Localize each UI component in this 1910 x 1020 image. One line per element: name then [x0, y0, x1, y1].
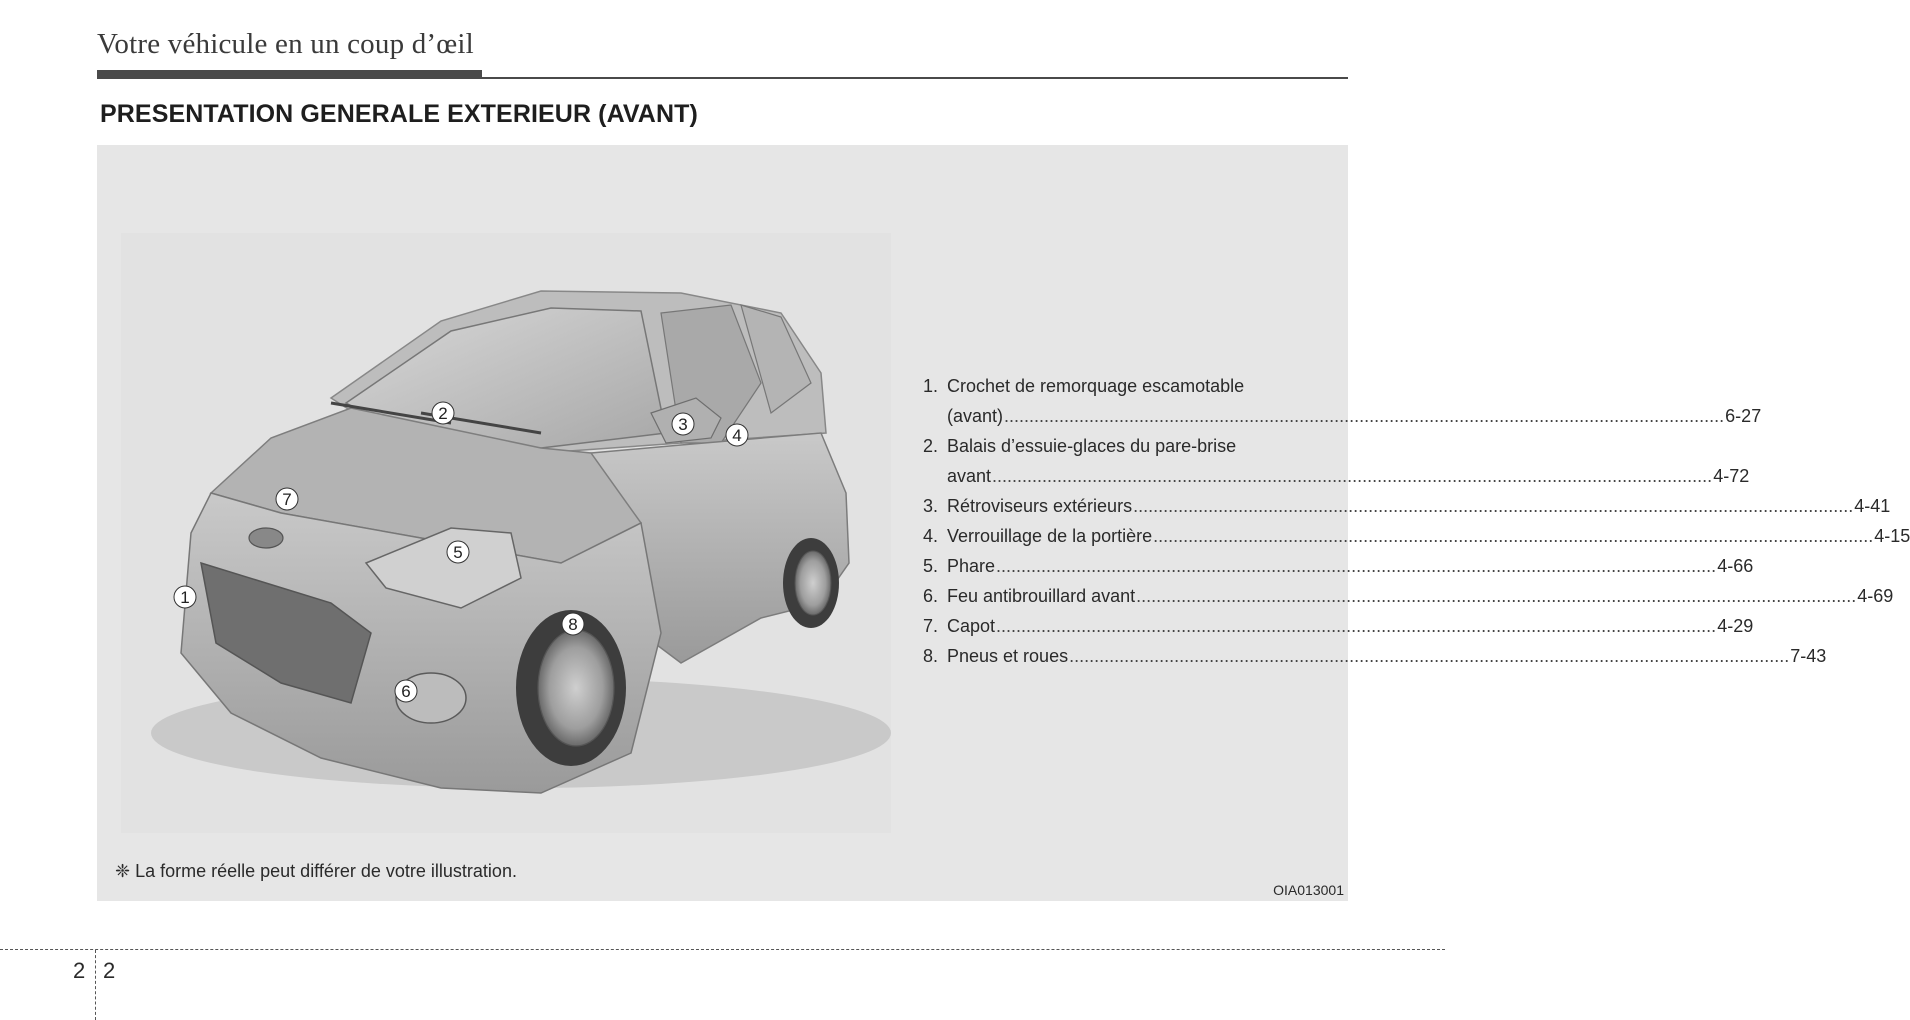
footer-dashed-divider [95, 950, 96, 1020]
figure-code: OIA013001 [1273, 882, 1344, 898]
legend-item-label: Balais d’essuie-glaces du pare-brise [947, 436, 1237, 456]
legend-item-label-cont: avant [947, 466, 992, 486]
running-header-title: Votre véhicule en un coup d’œil [97, 28, 474, 60]
legend-item-page: 4-72 [1713, 466, 1750, 486]
figure-panel [97, 145, 1910, 901]
car-illustration [121, 233, 891, 833]
footer-dashed-rule [0, 949, 1445, 950]
svg-text:6: 6 [401, 682, 411, 701]
leader-dots [996, 611, 1716, 641]
legend-item-number: 8. [923, 646, 939, 666]
legend-item-number: 6. [923, 586, 939, 606]
leader-dots [1004, 401, 1724, 431]
legend-item [923, 611, 1754, 641]
callout-4 [726, 424, 748, 446]
callout-6 [395, 680, 417, 702]
svg-text:4: 4 [732, 426, 742, 445]
svg-text:7: 7 [282, 490, 292, 509]
legend-item-label: Pneus et roues [947, 646, 1069, 666]
car-logo [249, 528, 283, 548]
legend-item-label: Verrouillage de la portière [947, 526, 1153, 546]
legend-item-page: 4-15 [1874, 526, 1910, 546]
page-section-number: 2 [73, 958, 86, 983]
legend-item-label: Rétroviseurs extérieurs [947, 496, 1133, 516]
legend-item-label: Feu antibrouillard avant [947, 586, 1136, 606]
leader-dots [996, 551, 1716, 581]
legend-item-number: 3. [923, 496, 939, 516]
svg-text:2: 2 [438, 404, 448, 423]
legend-item-label-cont: (avant) [947, 406, 1004, 426]
legend-item-page: 4-69 [1857, 586, 1894, 606]
callout-3 [672, 413, 694, 435]
rear-rim [795, 551, 831, 615]
front-rim [538, 630, 614, 746]
legend-item [923, 431, 1750, 491]
callout-1 [174, 586, 196, 608]
section-title: PRESENTATION GENERALE EXTERIEUR (AVANT) [100, 100, 698, 128]
svg-text:3: 3 [678, 415, 688, 434]
legend-item [923, 581, 1894, 611]
legend-item-label: Capot [947, 616, 996, 636]
legend-item [923, 491, 1891, 521]
legend-item [923, 371, 1762, 431]
callout-7 [276, 488, 298, 510]
legend-item-label: Crochet de remorquage escamotable [947, 376, 1245, 396]
legend-item-label: Phare [947, 556, 996, 576]
leader-dots [992, 461, 1712, 491]
legend-item-number: 7. [923, 616, 939, 636]
legend-item-page: 6-27 [1725, 406, 1762, 426]
legend-item-number: 1. [923, 376, 939, 396]
legend-item-page: 4-66 [1717, 556, 1754, 576]
legend-item [923, 521, 1910, 551]
legend-item-page: 7-43 [1790, 646, 1827, 666]
car-illustration-svg [121, 233, 891, 833]
callout-8 [562, 613, 584, 635]
page-number: 2 [103, 958, 116, 983]
svg-text:1: 1 [180, 588, 190, 607]
leader-dots [1133, 491, 1853, 521]
svg-text:5: 5 [453, 543, 463, 562]
legend-item-page: 4-29 [1717, 616, 1754, 636]
legend-item-page: 4-41 [1854, 496, 1891, 516]
header-rule-thin [97, 77, 1348, 79]
legend-item-number: 4. [923, 526, 939, 546]
leader-dots [1153, 521, 1873, 551]
component-legend [923, 371, 1910, 671]
leader-dots [1136, 581, 1856, 611]
legend-item [923, 641, 1827, 671]
legend-item [923, 551, 1754, 581]
legend-item-number: 5. [923, 556, 939, 576]
callout-2 [432, 402, 454, 424]
callout-5 [447, 541, 469, 563]
illustration-note: ❈ La forme réelle peut différer de votre illustration. [115, 861, 517, 881]
svg-text:8: 8 [568, 615, 578, 634]
leader-dots [1069, 641, 1789, 671]
legend-item-number: 2. [923, 436, 939, 456]
